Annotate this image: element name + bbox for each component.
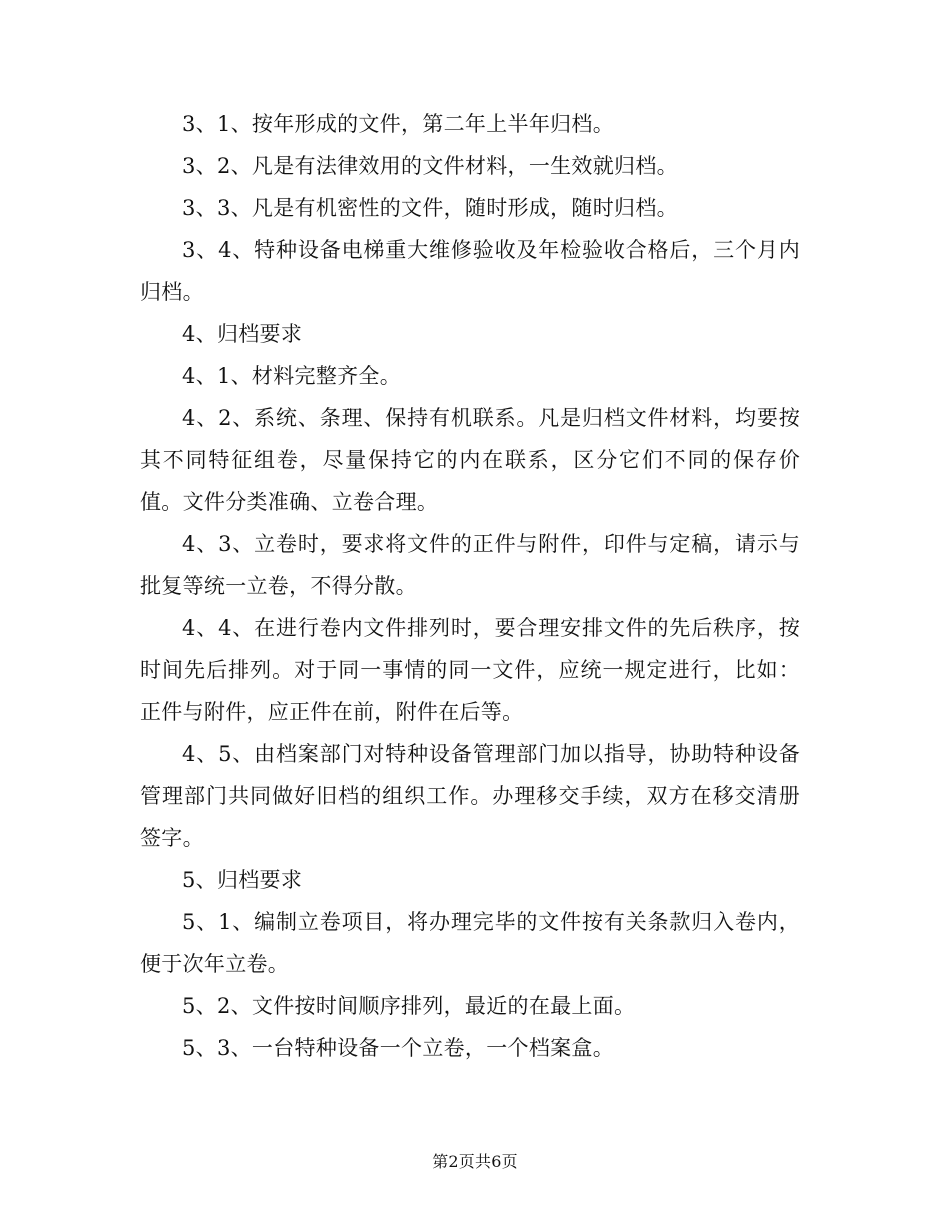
document-body [140, 103, 800, 1069]
paragraph-3-3: 3、3、凡是有机密性的文件，随时形成，随时归档。 [182, 196, 678, 220]
paragraph-4-2: 4、2、系统、条理、保持有机联系。凡是归档文件材料，均要按其不同特征组卷，尽量保持它的内在联系，区分它们不同的保存价值。文件分类准确、立卷合理。 [140, 406, 800, 514]
paragraph-5-1: 5、1、编制立卷项目，将办理完毕的文件按有关条款归入卷内，便于次年立卷。 [140, 910, 800, 976]
paragraph-4-4: 4、4、在进行卷内文件排列时，要合理安排文件的先后秩序，按时间先后排列。对于同一事情的同一文件，应统一规定进行，比如：正件与附件，应正件在前，附件在后等。 [140, 616, 800, 724]
section-heading-4: 4、归档要求 [182, 322, 303, 346]
paragraph-5-3: 5、3、一台特种设备一个立卷，一个档案盒。 [182, 1036, 615, 1060]
paragraph-4-1: 4、1、材料完整齐全。 [182, 364, 402, 388]
paragraph-4-3: 4、3、立卷时，要求将文件的正件与附件，印件与定稿，请示与批复等统一立卷，不得分散。 [140, 532, 800, 598]
paragraph-3-4: 3、4、特种设备电梯重大维修验收及年检验收合格后，三个月内归档。 [140, 238, 800, 304]
paragraph-3-2: 3、2、凡是有法律效用的文件材料，一生效就归档。 [182, 154, 678, 178]
paragraph-4-5: 4、5、由档案部门对特种设备管理部门加以指导，协助特种设备管理部门共同做好旧档的组织工作。办理移交手续，双方在移交清册签字。 [140, 742, 800, 850]
section-heading-5: 5、归档要求 [182, 868, 303, 892]
page-number-footer: 第2页共6页 [432, 1152, 518, 1171]
paragraph-5-2: 5、2、文件按时间顺序排列，最近的在最上面。 [182, 994, 636, 1018]
paragraph-3-1: 3、1、按年形成的文件，第二年上半年归档。 [182, 112, 615, 136]
